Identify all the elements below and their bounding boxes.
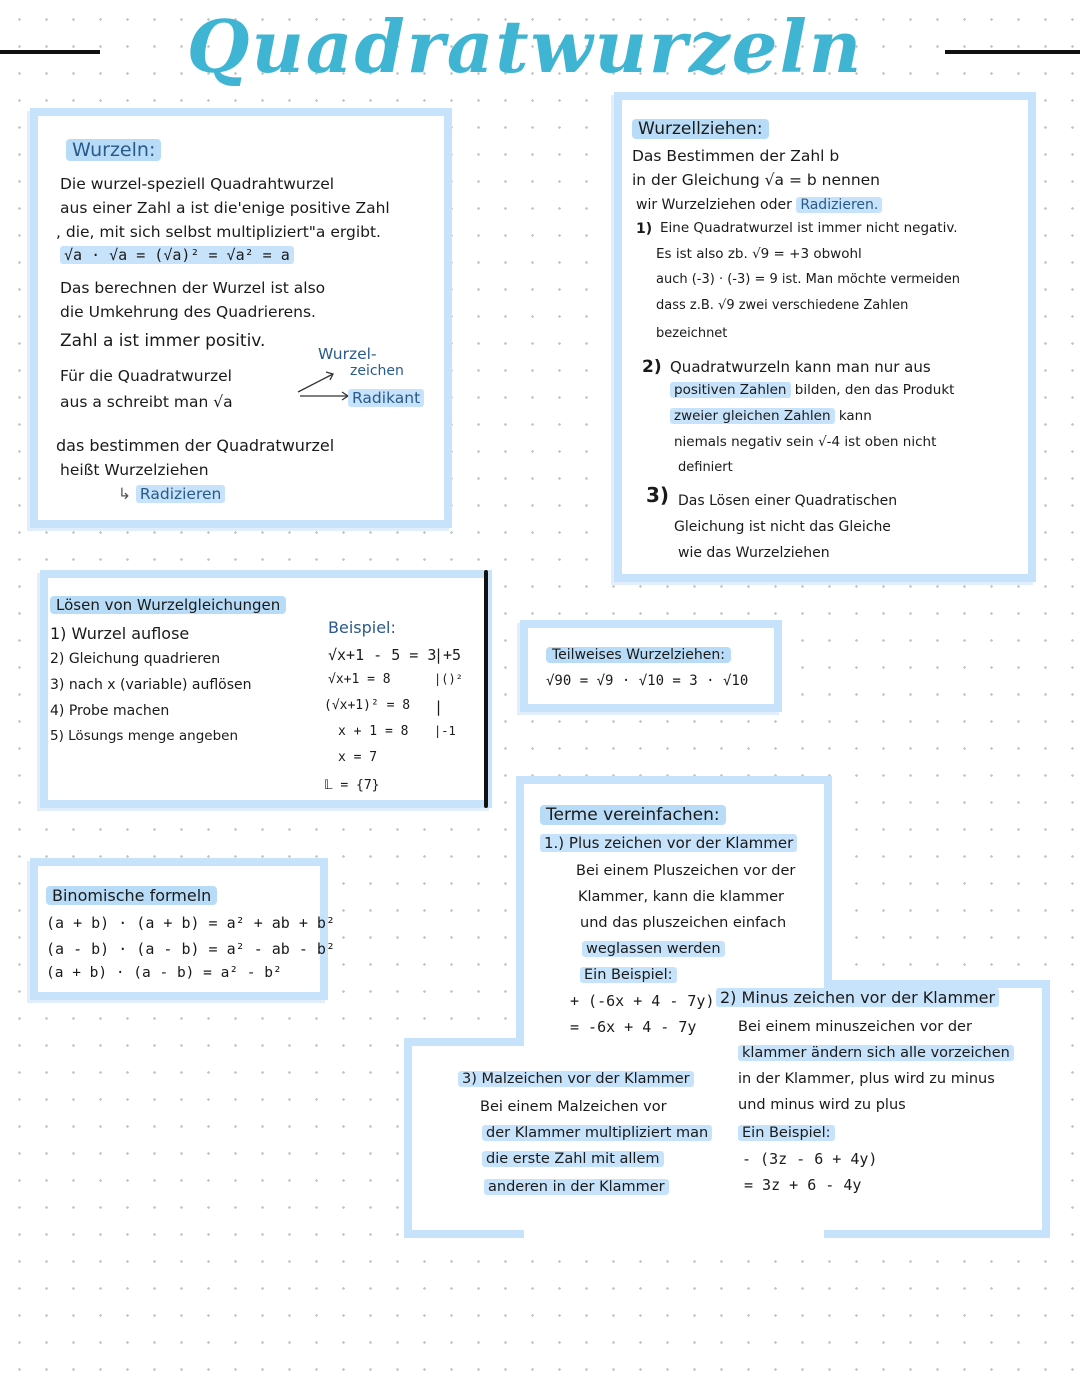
terme-p1-example-1: + (-6x + 4 - 7y)	[570, 992, 715, 1010]
teilweises-formula: √90 = √9 · √10 = 3 · √10	[546, 673, 749, 689]
wurzeln-box	[30, 108, 452, 528]
label-wurzelzeichen-1: Wurzel-	[318, 345, 377, 363]
terme-p2-line-3: in der Klammer, plus wird zu minus	[738, 1071, 995, 1087]
bestimmen-line-2: heißt Wurzelziehen	[60, 461, 209, 479]
terme-p1-title: 1.) Plus zeichen vor der Klammer	[540, 834, 797, 854]
radizieren-label: ↳ Radizieren	[118, 484, 225, 504]
point1-line-3: auch (-3) · (-3) = 9 ist. Man möchte vermeiden	[656, 272, 960, 287]
wurzeln-heading: Wurzeln:	[66, 138, 161, 163]
beispiel-line-4: x + 1 = 8	[338, 724, 409, 739]
bestimmen-line-1: das bestimmen der Quadratwurzel	[56, 436, 335, 455]
terme-p2-line-2: klammer ändern sich alle vorzeichen	[738, 1044, 1014, 1063]
wurzeln-line-2: aus einer Zahl a ist die'enige positive Zahl	[60, 199, 390, 217]
wurzeln-line-5: Das berechnen der Wurzel ist also	[60, 279, 326, 297]
arrows-svg	[278, 356, 358, 406]
terme-p3-line-2: der Klammer multipliziert man	[482, 1124, 712, 1143]
terme-p1-line-3: und das pluszeichen einfach	[580, 915, 787, 931]
wurzeln-formula: √a · √a = (√a)² = √a² = a	[60, 246, 294, 266]
loesen-step-2: 2) Gleichung quadrieren	[50, 651, 221, 667]
wurzeln-line-8: Für die Quadratwurzel	[60, 367, 232, 385]
title-line-left	[0, 50, 100, 54]
terme-p3-line-3: die erste Zahl mit allem	[482, 1150, 664, 1169]
loesen-step-4: 4) Probe machen	[50, 703, 170, 719]
label-radikant: Radikant	[348, 388, 424, 408]
terme-p1-line-4: weglassen werden	[582, 940, 725, 959]
terme-p2-example-label: Ein Beispiel:	[738, 1124, 835, 1143]
wurzeln-line-3: , die, mit sich selbst multipliziert"a ergibt.	[56, 223, 381, 241]
beispiel-line-2: √x+1 = 8	[328, 672, 391, 687]
binomisch-box	[30, 858, 335, 1000]
point1-line-4: dass z.B. √9 zwei verschiedene Zahlen	[656, 298, 909, 313]
point2-line-2: positiven Zahlen bilden, den das Produkt	[670, 382, 954, 400]
beispiel-line-1: √x+1 - 5 = 3	[328, 646, 437, 664]
wurzeln-line-6: die Umkehrung des Quadrierens.	[60, 303, 316, 321]
point1-line-2: Es ist also zb. √9 = +3 obwohl	[656, 246, 862, 262]
terme-p1-line-2: Klammer, kann die klammer	[578, 889, 784, 905]
binomisch-heading: Binomische formeln	[46, 886, 217, 907]
point2-line-5: definiert	[678, 460, 733, 475]
point3-line-2: Gleichung ist nicht das Gleiche	[674, 519, 891, 535]
beispiel-op-1: |+5	[434, 646, 462, 664]
terme-heading: Terme vereinfachen:	[540, 804, 726, 826]
beispiel-op-3: |	[434, 698, 444, 716]
point2-line-1: Quadratwurzeln kann man nur aus	[670, 358, 931, 376]
beispiel-op-4: |-1	[434, 724, 456, 738]
beispiel-op-2: |()²	[434, 672, 463, 686]
terme-p2-line-1: Bei einem minuszeichen vor der	[738, 1019, 972, 1035]
beispiel-label: Beispiel:	[328, 618, 396, 637]
point3-line-1: Das Lösen einer Quadratischen	[678, 493, 898, 509]
binomisch-line-1: (a + b) · (a + b) = a² + ab + b²	[46, 914, 335, 932]
beispiel-line-6: 𝕃 = {7}	[324, 778, 380, 793]
point1-line-1: Eine Quadratwurzel ist immer nicht negativ.	[660, 220, 958, 236]
terme-p3-title: 3) Malzeichen vor der Klammer	[458, 1070, 694, 1089]
terme-p1-line-1: Bei einem Pluszeichen vor der	[576, 863, 796, 879]
loesen-divider	[484, 570, 488, 808]
wurzelziehen-box	[614, 92, 1036, 582]
terme-p1-example-label: Ein Beispiel:	[580, 966, 677, 985]
page-title: Quadratwurzeln	[186, 4, 864, 89]
terme-p2-example-1: - (3z - 6 + 4y)	[742, 1150, 878, 1168]
wurzeln-line-9: aus a schreibt man √a	[60, 393, 233, 411]
wurzeln-line-7: Zahl a ist immer positiv.	[60, 331, 266, 351]
label-wurzelzeichen-2: zeichen	[350, 363, 404, 379]
terme-p1-example-2: = -6x + 4 - 7y	[570, 1018, 697, 1036]
terme-p2-title: 2) Minus zeichen vor der Klammer	[716, 988, 999, 1009]
teilweises-heading: Teilweises Wurzelziehen:	[546, 646, 731, 664]
loesen-step-1: 1) Wurzel auflose	[50, 624, 190, 643]
point1-number: 1)	[636, 221, 653, 237]
title-line-right	[945, 50, 1080, 54]
terme-p2-example-2: = 3z + 6 - 4y	[744, 1176, 862, 1194]
wurzelziehen-line-1: Das Bestimmen der Zahl b	[632, 147, 840, 165]
binomisch-line-3: (a + b) · (a - b) = a² - b²	[46, 965, 282, 981]
beispiel-line-5: x = 7	[338, 750, 378, 765]
terme-p3-line-1: Bei einem Malzeichen vor	[480, 1099, 667, 1115]
wurzelziehen-line-3: wir Wurzelziehen oder Radizieren.	[636, 196, 882, 214]
binomisch-line-2: (a - b) · (a - b) = a² - ab - b²	[46, 940, 335, 958]
terme-p3-line-4: anderen in der Klammer	[484, 1178, 669, 1197]
point1-line-5: bezeichnet	[656, 326, 728, 341]
loesen-heading: Lösen von Wurzelgleichungen	[50, 596, 286, 616]
wurzeln-line-1: Die wurzel-speziell Quadrahtwurzel	[60, 175, 335, 193]
point3-number: 3)	[646, 483, 670, 507]
wurzelziehen-heading: Wurzellziehen:	[632, 118, 769, 140]
beispiel-line-3: (√x+1)² = 8	[324, 698, 411, 713]
wurzelziehen-line-2: in der Gleichung √a = b nennen	[632, 171, 880, 189]
point2-line-4: niemals negativ sein √-4 ist oben nicht	[674, 434, 937, 450]
loesen-step-3: 3) nach x (variable) auflösen	[50, 677, 252, 693]
loesen-box	[40, 570, 492, 808]
terme-p2-line-4: und minus wird zu plus	[738, 1097, 906, 1113]
loesen-step-5: 5) Lösungs menge angeben	[50, 728, 239, 744]
teilweises-box	[520, 620, 782, 712]
point3-line-3: wie das Wurzelziehen	[678, 545, 830, 561]
point2-line-3: zweier gleichen Zahlen kann	[670, 408, 872, 426]
point2-number: 2)	[642, 357, 662, 377]
